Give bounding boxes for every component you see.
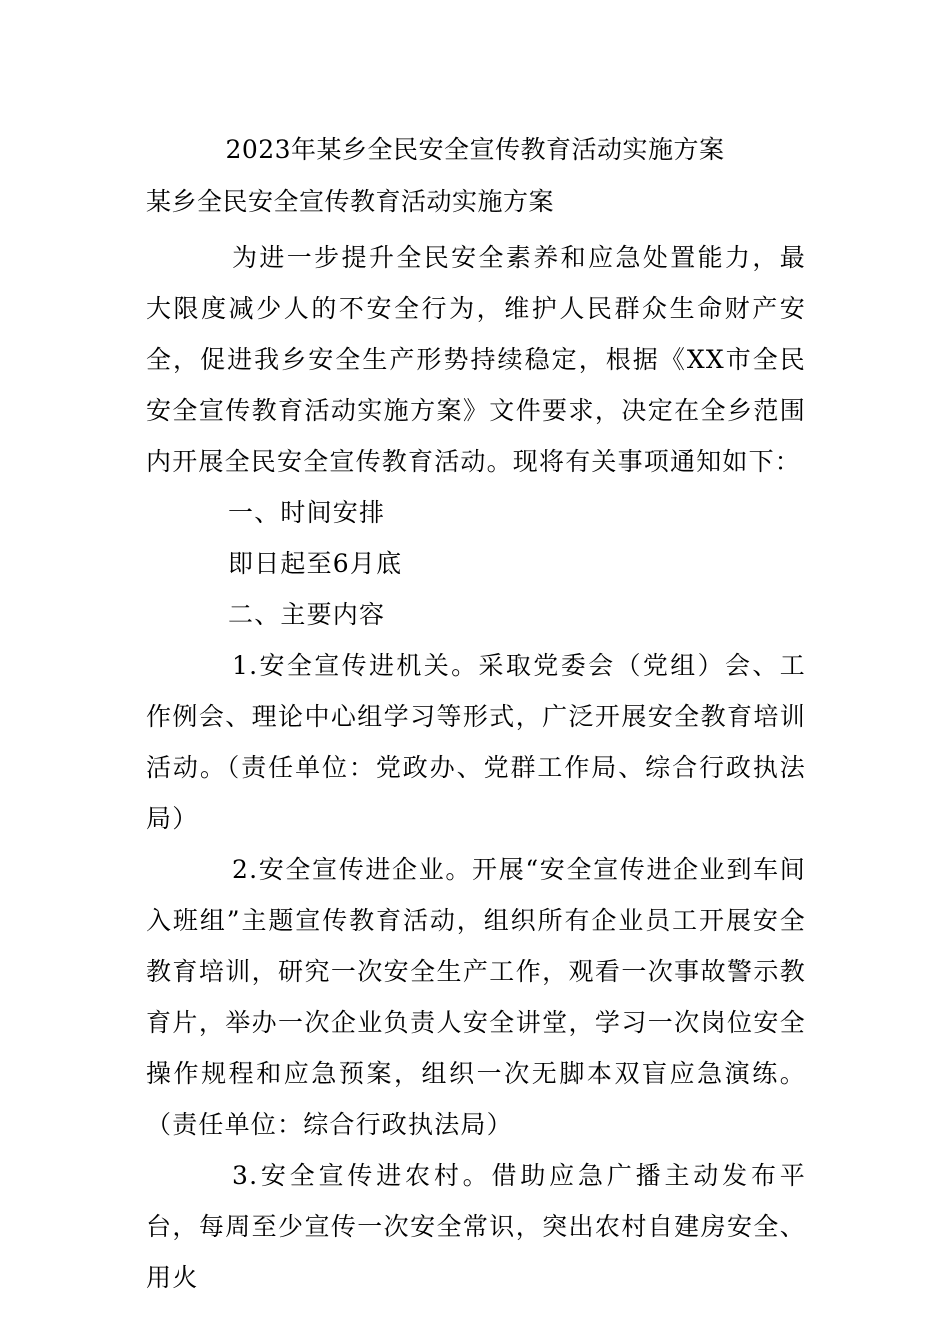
section-heading-content: 二、主要内容 (228, 600, 386, 629)
schedule-paragraph: 即日起至6月底 (228, 549, 403, 578)
section-heading-schedule: 一、时间安排 (228, 498, 386, 527)
document-title: 2023年某乡全民安全宣传教育活动实施方案 (225, 135, 725, 164)
content-item-3: 3.安全宣传进农村。借助应急广播主动发布平台，每周至少宣传一次安全常识，突出农村自建房安全、用火 (146, 1161, 806, 1292)
document-subtitle: 某乡全民安全宣传教育活动实施方案 (146, 187, 555, 216)
content-item-2: 2.安全宣传进企业。开展“安全宣传进企业到车间入班组”主题宣传教育活动，组织所有企业员工开展安全教育培训，研究一次安全生产工作，观看一次事故警示教育片，举办一次企业负责人安全讲堂，学习一次岗位安全操作规程和应急预案，组织一次无脚本双盲应急演练。（责任单位：综合行政执法局） (146, 855, 806, 1139)
intro-paragraph: 为进一步提升全民安全素养和应急处置能力，最大限度减少人的不安全行为，维护人民群众生命财产安全，促进我乡安全生产形势持续稳定，根据《XX市全民安全宣传教育活动实施方案》文件要求，决定在全乡范围内开展全民安全宣传教育活动。现将有关事项通知如下： (146, 243, 806, 476)
content-item-1: 1.安全宣传进机关。采取党委会（党组）会、工作例会、理论中心组学习等形式，广泛开展安全教育培训活动。（责任单位：党政办、党群工作局、综合行政执法局） (146, 651, 806, 833)
document-body (146, 232, 806, 1303)
